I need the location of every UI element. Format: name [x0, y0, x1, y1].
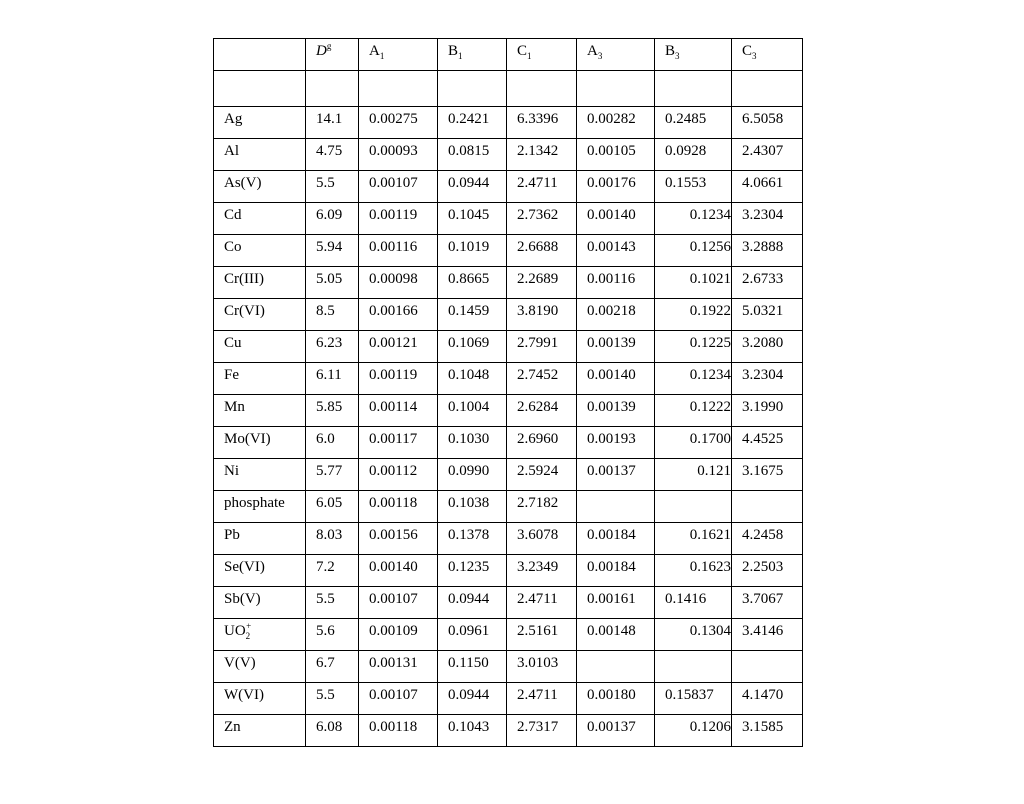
a1-cell: 0.00114 — [359, 395, 438, 427]
table-row — [214, 299, 803, 331]
a3-cell: 0.00176 — [577, 171, 655, 203]
c1-cell: 2.7182 — [507, 491, 577, 523]
a1-cell: 0.00140 — [359, 555, 438, 587]
b3-cell: 0.1922 — [655, 299, 732, 331]
c3-cell: 4.1470 — [732, 683, 803, 715]
species-name-cell: Zn — [214, 715, 306, 747]
d-cell: 5.05 — [306, 267, 359, 299]
header-a1-cell — [359, 39, 438, 71]
c3-cell: 3.2304 — [732, 363, 803, 395]
b3-cell — [655, 491, 732, 523]
header-row — [214, 39, 803, 71]
a1-cell: 0.00116 — [359, 235, 438, 267]
species-name-cell: W(VI) — [214, 683, 306, 715]
c3-cell: 6.5058 — [732, 107, 803, 139]
c1-cell: 3.2349 — [507, 555, 577, 587]
a1-cell: 0.00098 — [359, 267, 438, 299]
header-subscript: 1 — [379, 51, 385, 61]
table-row — [214, 107, 803, 139]
a3-cell: 0.00184 — [577, 523, 655, 555]
header-letter: C — [517, 43, 528, 59]
b1-cell: 0.2421 — [438, 107, 507, 139]
c1-cell: 2.7452 — [507, 363, 577, 395]
table-row — [214, 267, 803, 299]
empty-cell — [438, 71, 507, 107]
c3-cell: 2.2503 — [732, 555, 803, 587]
species-name-cell: Mo(VI) — [214, 427, 306, 459]
a3-cell: 0.00139 — [577, 395, 655, 427]
b3-cell: 0.1206 — [655, 715, 732, 747]
c1-cell: 2.2689 — [507, 267, 577, 299]
b1-cell: 0.0944 — [438, 587, 507, 619]
a3-cell: 0.00148 — [577, 619, 655, 651]
table-row — [214, 363, 803, 395]
d-cell: 6.11 — [306, 363, 359, 395]
table-row — [214, 683, 803, 715]
table-row — [214, 491, 803, 523]
c3-cell: 3.2304 — [732, 203, 803, 235]
d-cell: 6.05 — [306, 491, 359, 523]
d-cell: 6.08 — [306, 715, 359, 747]
c3-cell: 4.2458 — [732, 523, 803, 555]
header-b1-cell — [438, 39, 507, 71]
header-a3-cell — [577, 39, 655, 71]
a3-cell: 0.00180 — [577, 683, 655, 715]
d-cell: 6.0 — [306, 427, 359, 459]
c3-cell: 3.1585 — [732, 715, 803, 747]
species-name-cell: As(V) — [214, 171, 306, 203]
a1-cell: 0.00119 — [359, 363, 438, 395]
c1-cell: 2.7991 — [507, 331, 577, 363]
header-subscript: 3 — [597, 51, 603, 61]
b3-cell — [655, 651, 732, 683]
b1-cell: 0.1004 — [438, 395, 507, 427]
a1-cell: 0.00275 — [359, 107, 438, 139]
b3-cell: 0.0928 — [655, 139, 732, 171]
a3-cell: 0.00137 — [577, 715, 655, 747]
species-name: UO — [224, 623, 246, 639]
a3-cell: 0.00139 — [577, 331, 655, 363]
b3-cell: 0.121 — [655, 459, 732, 491]
d-cell: 5.94 — [306, 235, 359, 267]
b3-cell: 0.1021 — [655, 267, 732, 299]
a3-cell: 0.00140 — [577, 363, 655, 395]
species-name-cell: Pb — [214, 523, 306, 555]
b3-cell: 0.1416 — [655, 587, 732, 619]
species-name-cell: Cr(VI) — [214, 299, 306, 331]
d-cell: 14.1 — [306, 107, 359, 139]
c1-cell: 2.4711 — [507, 587, 577, 619]
header-d-cell — [306, 39, 359, 71]
species-name-cell: Sb(V) — [214, 587, 306, 619]
empty-cell — [507, 71, 577, 107]
a3-cell: 0.00105 — [577, 139, 655, 171]
c3-cell: 3.1990 — [732, 395, 803, 427]
c1-cell: 3.6078 — [507, 523, 577, 555]
species-name-cell: Al — [214, 139, 306, 171]
a1-cell: 0.00118 — [359, 491, 438, 523]
c1-cell: 2.5924 — [507, 459, 577, 491]
c3-cell: 3.2080 — [732, 331, 803, 363]
c1-cell: 2.7317 — [507, 715, 577, 747]
species-name-cell: Cu — [214, 331, 306, 363]
header-c1-cell — [507, 39, 577, 71]
d-cell: 5.77 — [306, 459, 359, 491]
table-row — [214, 459, 803, 491]
b1-cell: 0.1069 — [438, 331, 507, 363]
a1-cell: 0.00112 — [359, 459, 438, 491]
table-row — [214, 715, 803, 747]
table-row — [214, 523, 803, 555]
a3-cell: 0.00193 — [577, 427, 655, 459]
species-subscript: 2 — [245, 631, 251, 641]
a3-cell: 0.00282 — [577, 107, 655, 139]
c3-cell: 2.6733 — [732, 267, 803, 299]
table-row — [214, 555, 803, 587]
a1-cell: 0.00119 — [359, 203, 438, 235]
species-superscript: + — [246, 621, 252, 631]
b3-cell: 0.1234 — [655, 203, 732, 235]
d-cell: 6.09 — [306, 203, 359, 235]
a3-cell — [577, 491, 655, 523]
b1-cell: 0.1378 — [438, 523, 507, 555]
header-blank-cell — [214, 39, 306, 71]
a3-cell: 0.00184 — [577, 555, 655, 587]
table-row — [214, 427, 803, 459]
header-letter: B — [665, 43, 676, 59]
header-subscript: 3 — [675, 51, 680, 61]
header-b3-cell — [655, 39, 732, 71]
d-symbol: D — [316, 43, 327, 59]
table-row — [214, 587, 803, 619]
a1-cell: 0.00121 — [359, 331, 438, 363]
d-cell: 5.6 — [306, 619, 359, 651]
c3-cell — [732, 651, 803, 683]
species-name-cell: Cd — [214, 203, 306, 235]
c1-cell: 2.6688 — [507, 235, 577, 267]
b1-cell: 0.0990 — [438, 459, 507, 491]
d-cell: 4.75 — [306, 139, 359, 171]
b1-cell: 0.0815 — [438, 139, 507, 171]
b3-cell: 0.1621 — [655, 523, 732, 555]
table-row — [214, 203, 803, 235]
a3-cell: 0.00218 — [577, 299, 655, 331]
header-letter: A — [369, 43, 380, 59]
b1-cell: 0.0944 — [438, 171, 507, 203]
b3-cell: 0.1553 — [655, 171, 732, 203]
empty-cell — [214, 71, 306, 107]
c3-cell: 2.4307 — [732, 139, 803, 171]
table-row — [214, 619, 803, 651]
species-name-cell: Mn — [214, 395, 306, 427]
b1-cell: 0.0944 — [438, 683, 507, 715]
b1-cell: 0.1043 — [438, 715, 507, 747]
d-cell: 5.5 — [306, 683, 359, 715]
b1-cell: 0.1030 — [438, 427, 507, 459]
header-letter: B — [448, 43, 459, 59]
a1-cell: 0.00107 — [359, 171, 438, 203]
empty-cell — [359, 71, 438, 107]
b1-cell: 0.1459 — [438, 299, 507, 331]
b3-cell: 0.1234 — [655, 363, 732, 395]
d-cell: 8.5 — [306, 299, 359, 331]
a3-cell: 0.00140 — [577, 203, 655, 235]
empty-cell — [306, 71, 359, 107]
empty-cell — [655, 71, 732, 107]
c1-cell: 6.3396 — [507, 107, 577, 139]
empty-row — [214, 71, 803, 107]
c3-cell: 3.7067 — [732, 587, 803, 619]
c1-cell: 2.4711 — [507, 683, 577, 715]
d-cell: 5.5 — [306, 587, 359, 619]
d-cell: 6.23 — [306, 331, 359, 363]
a3-cell: 0.00137 — [577, 459, 655, 491]
c1-cell: 2.6960 — [507, 427, 577, 459]
b1-cell: 0.1235 — [438, 555, 507, 587]
diffusion-coefficient-table — [213, 38, 803, 747]
b1-cell: 0.1045 — [438, 203, 507, 235]
b3-cell: 0.15837 — [655, 683, 732, 715]
header-subscript: 1 — [458, 51, 463, 61]
a3-cell — [577, 651, 655, 683]
c3-cell: 4.4525 — [732, 427, 803, 459]
species-name-cell: Fe — [214, 363, 306, 395]
b1-cell: 0.1019 — [438, 235, 507, 267]
b3-cell: 0.1700 — [655, 427, 732, 459]
empty-cell — [732, 71, 803, 107]
c1-cell: 2.7362 — [507, 203, 577, 235]
c1-cell: 2.5161 — [507, 619, 577, 651]
c3-cell — [732, 491, 803, 523]
a1-cell: 0.00107 — [359, 683, 438, 715]
d-cell: 5.85 — [306, 395, 359, 427]
d-cell: 5.5 — [306, 171, 359, 203]
c1-cell: 3.0103 — [507, 651, 577, 683]
species-name-cell: Ni — [214, 459, 306, 491]
d-cell: 7.2 — [306, 555, 359, 587]
b3-cell: 0.2485 — [655, 107, 732, 139]
species-name-cell: Se(VI) — [214, 555, 306, 587]
b3-cell: 0.1225 — [655, 331, 732, 363]
b1-cell: 0.0961 — [438, 619, 507, 651]
empty-cell — [577, 71, 655, 107]
a3-cell: 0.00116 — [577, 267, 655, 299]
c1-cell: 2.6284 — [507, 395, 577, 427]
table-row — [214, 395, 803, 427]
a3-cell: 0.00161 — [577, 587, 655, 619]
species-name-cell: phosphate — [214, 491, 306, 523]
c1-cell: 2.1342 — [507, 139, 577, 171]
b3-cell: 0.1222 — [655, 395, 732, 427]
c3-cell: 3.1675 — [732, 459, 803, 491]
a1-cell: 0.00093 — [359, 139, 438, 171]
header-subscript: 1 — [527, 51, 532, 61]
species-name-cell: V(V) — [214, 651, 306, 683]
table-row — [214, 235, 803, 267]
b3-cell: 0.1256 — [655, 235, 732, 267]
a1-cell: 0.00156 — [359, 523, 438, 555]
b1-cell: 0.1038 — [438, 491, 507, 523]
table-row — [214, 331, 803, 363]
header-c3-cell — [732, 39, 803, 71]
c3-cell: 3.4146 — [732, 619, 803, 651]
d-superscript: g — [326, 41, 332, 51]
c1-cell: 3.8190 — [507, 299, 577, 331]
a1-cell: 0.00117 — [359, 427, 438, 459]
c1-cell: 2.4711 — [507, 171, 577, 203]
a3-cell: 0.00143 — [577, 235, 655, 267]
b1-cell: 0.1150 — [438, 651, 507, 683]
d-cell: 6.7 — [306, 651, 359, 683]
c3-cell: 3.2888 — [732, 235, 803, 267]
c3-cell: 5.0321 — [732, 299, 803, 331]
table-row — [214, 139, 803, 171]
a1-cell: 0.00109 — [359, 619, 438, 651]
b1-cell: 0.1048 — [438, 363, 507, 395]
table-row — [214, 171, 803, 203]
c3-cell: 4.0661 — [732, 171, 803, 203]
species-name-cell — [214, 619, 306, 651]
header-letter: C — [742, 43, 753, 59]
b3-cell: 0.1623 — [655, 555, 732, 587]
a1-cell: 0.00118 — [359, 715, 438, 747]
table-row — [214, 651, 803, 683]
header-letter: A — [587, 43, 598, 59]
header-subscript: 3 — [752, 51, 757, 61]
a1-cell: 0.00166 — [359, 299, 438, 331]
species-name-cell: Ag — [214, 107, 306, 139]
a1-cell: 0.00131 — [359, 651, 438, 683]
d-cell: 8.03 — [306, 523, 359, 555]
species-name-cell: Co — [214, 235, 306, 267]
b1-cell: 0.8665 — [438, 267, 507, 299]
species-name-cell: Cr(III) — [214, 267, 306, 299]
a1-cell: 0.00107 — [359, 587, 438, 619]
b3-cell: 0.1304 — [655, 619, 732, 651]
